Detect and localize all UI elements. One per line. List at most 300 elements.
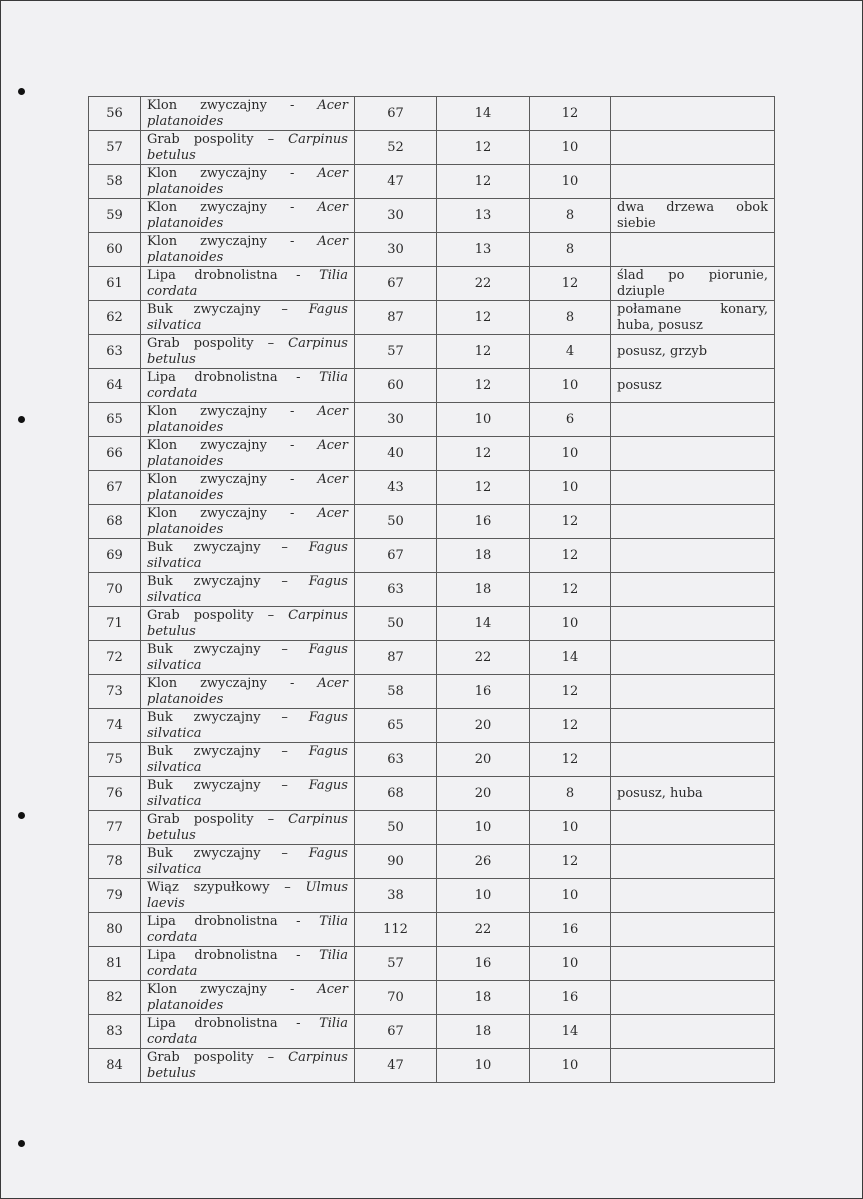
tree-height: 10 [437,403,530,437]
common-name-2: pospolity [193,1049,254,1065]
latin-species: platanoides [147,113,224,129]
species-name-line [147,642,348,658]
common-name: Klon [147,97,178,113]
latin-species: silvatica [147,657,202,673]
crown-diameter: 4 [530,335,611,369]
crown-diameter: 12 [530,505,611,539]
table-row [89,981,775,1015]
tree-height: 10 [437,879,530,913]
trunk-circumference: 47 [355,1049,437,1083]
trunk-circumference: 67 [355,539,437,573]
name-separator: – [281,641,288,657]
common-name: Lipa [147,369,176,385]
table-row [89,539,775,573]
notes [611,913,775,947]
species-name-cell [141,947,355,981]
trunk-circumference: 68 [355,777,437,811]
table-row [89,777,775,811]
tree-height: 18 [437,573,530,607]
latin-species: silvatica [147,861,202,877]
common-name: Buk [147,743,173,759]
common-name-2: zwyczajny [200,233,268,249]
crown-diameter: 12 [530,267,611,301]
name-separator: - [290,97,295,113]
tree-number: 81 [89,947,141,981]
crown-diameter: 12 [530,743,611,777]
tree-number: 71 [89,607,141,641]
tree-number: 59 [89,199,141,233]
latin-species: silvatica [147,317,202,333]
species-name-cell [141,369,355,403]
latin-genus: Tilia [319,1015,348,1031]
name-separator: – [267,1049,275,1065]
crown-diameter: 8 [530,199,611,233]
species-name-line [147,200,348,216]
name-separator: – [284,879,291,895]
species-name-cell [141,641,355,675]
common-name-2: drobnolistna [194,913,278,929]
tree-number: 80 [89,913,141,947]
latin-species: betulus [147,351,196,367]
tree-number: 79 [89,879,141,913]
latin-species: betulus [147,623,196,639]
common-name: Klon [147,981,178,997]
common-name: Klon [147,437,178,453]
tree-number: 76 [89,777,141,811]
common-name-2: zwyczajny [193,539,261,555]
common-name: Buk [147,539,173,555]
common-name: Grab [147,1049,180,1065]
tree-height: 22 [437,913,530,947]
species-name-cell [141,539,355,573]
common-name: Buk [147,709,173,725]
latin-genus: Carpinus [288,335,348,351]
common-name: Lipa [147,267,176,283]
common-name-2: zwyczajny [200,199,268,215]
name-separator: – [267,335,275,351]
species-name-line [147,676,348,692]
name-separator: - [296,1015,301,1031]
species-name-line [147,506,348,522]
species-name-line [147,234,348,250]
species-name-cell [141,709,355,743]
species-name-line [147,608,348,624]
tree-height: 18 [437,981,530,1015]
common-name: Buk [147,845,173,861]
table-row [89,1015,775,1049]
crown-diameter: 10 [530,437,611,471]
name-separator: - [296,267,301,283]
latin-genus: Acer [317,471,348,487]
trunk-circumference: 70 [355,981,437,1015]
tree-number: 83 [89,1015,141,1049]
latin-genus: Ulmus [305,879,348,895]
table-row [89,947,775,981]
latin-genus: Fagus [308,845,348,861]
notes [611,97,775,131]
tree-height: 12 [437,301,530,335]
common-name: Lipa [147,947,176,963]
notes [611,709,775,743]
species-name-cell [141,1049,355,1083]
notes [611,437,775,471]
tree-height: 14 [437,97,530,131]
latin-species: silvatica [147,589,202,605]
tree-number: 70 [89,573,141,607]
common-name-2: drobnolistna [194,369,278,385]
latin-genus: Tilia [319,369,348,385]
notes [611,539,775,573]
latin-genus: Tilia [319,267,348,283]
tree-height: 14 [437,607,530,641]
crown-diameter: 10 [530,947,611,981]
tree-height: 12 [437,471,530,505]
common-name: Lipa [147,913,176,929]
species-name-cell [141,1015,355,1049]
name-separator: - [290,437,295,453]
crown-diameter: 12 [530,573,611,607]
table-row [89,811,775,845]
species-name-line [147,540,348,556]
notes [611,641,775,675]
notes [611,573,775,607]
latin-genus: Fagus [308,301,348,317]
name-separator: - [290,471,295,487]
crown-diameter: 8 [530,301,611,335]
latin-genus: Acer [317,97,348,113]
tree-height: 20 [437,743,530,777]
common-name-2: drobnolistna [194,267,278,283]
name-separator: - [290,675,295,691]
latin-species: platanoides [147,521,224,537]
common-name: Buk [147,777,173,793]
table-row [89,879,775,913]
tree-number: 66 [89,437,141,471]
species-name-cell [141,607,355,641]
common-name-2: zwyczajny [200,97,268,113]
notes: posusz, grzyb [611,335,775,369]
latin-species: cordata [147,283,198,299]
tree-number: 56 [89,97,141,131]
tree-number: 60 [89,233,141,267]
latin-species: betulus [147,1065,196,1081]
trunk-circumference: 67 [355,267,437,301]
table-row [89,199,775,233]
punch-hole-3 [18,812,25,819]
latin-species: silvatica [147,759,202,775]
name-separator: – [281,301,288,317]
common-name-2: drobnolistna [194,947,278,963]
common-name: Grab [147,131,180,147]
table-row [89,845,775,879]
species-name-line [147,268,348,284]
table-row [89,233,775,267]
tree-height: 16 [437,505,530,539]
latin-genus: Fagus [308,539,348,555]
trunk-circumference: 38 [355,879,437,913]
latin-species: cordata [147,1031,198,1047]
table-row [89,267,775,301]
table-row [89,437,775,471]
notes: połamane konary, huba, posusz [611,301,775,335]
trunk-circumference: 50 [355,811,437,845]
common-name: Klon [147,233,178,249]
trunk-circumference: 87 [355,641,437,675]
species-name-cell [141,573,355,607]
crown-diameter: 12 [530,675,611,709]
common-name-2: zwyczajny [200,403,268,419]
common-name-2: zwyczajny [193,845,261,861]
latin-genus: Acer [317,233,348,249]
latin-genus: Tilia [319,947,348,963]
tree-number: 69 [89,539,141,573]
notes [611,505,775,539]
latin-species: cordata [147,385,198,401]
latin-genus: Fagus [308,709,348,725]
latin-species: platanoides [147,215,224,231]
notes: posusz [611,369,775,403]
tree-number: 72 [89,641,141,675]
tree-number: 74 [89,709,141,743]
table-row [89,1049,775,1083]
trunk-circumference: 67 [355,1015,437,1049]
tree-number: 84 [89,1049,141,1083]
crown-diameter: 8 [530,777,611,811]
species-name-line [147,1050,348,1066]
notes [611,1049,775,1083]
table-row [89,573,775,607]
tree-height: 10 [437,1049,530,1083]
species-name-line [147,404,348,420]
crown-diameter: 12 [530,845,611,879]
species-name-line [147,1016,348,1032]
species-name-line [147,472,348,488]
latin-species: platanoides [147,453,224,469]
table-row [89,709,775,743]
species-name-cell [141,913,355,947]
common-name-2: zwyczajny [200,165,268,181]
tree-height: 22 [437,641,530,675]
common-name: Klon [147,199,178,215]
table-row [89,607,775,641]
table-row [89,335,775,369]
species-name-line [147,370,348,386]
trunk-circumference: 60 [355,369,437,403]
trunk-circumference: 63 [355,573,437,607]
common-name-2: zwyczajny [200,981,268,997]
common-name: Buk [147,573,173,589]
tree-height: 13 [437,233,530,267]
species-name-cell [141,471,355,505]
table-row [89,165,775,199]
common-name: Grab [147,335,180,351]
trunk-circumference: 57 [355,335,437,369]
tree-number: 75 [89,743,141,777]
notes [611,471,775,505]
species-name-cell [141,199,355,233]
name-separator: - [296,947,301,963]
latin-species: platanoides [147,487,224,503]
name-separator: - [290,981,295,997]
latin-species: platanoides [147,691,224,707]
tree-height: 26 [437,845,530,879]
tree-height: 20 [437,777,530,811]
common-name: Klon [147,165,178,181]
tree-inventory-table [88,96,775,1083]
species-name-line [147,302,348,318]
table-row [89,743,775,777]
species-name-cell [141,403,355,437]
common-name-2: pospolity [193,131,254,147]
common-name-2: zwyczajny [200,471,268,487]
common-name: Buk [147,641,173,657]
notes [611,743,775,777]
name-separator: - [290,199,295,215]
latin-genus: Carpinus [288,1049,348,1065]
name-separator: - [290,505,295,521]
name-separator: - [296,913,301,929]
crown-diameter: 12 [530,539,611,573]
common-name: Wiąz [147,879,179,895]
tree-number: 82 [89,981,141,1015]
tree-number: 68 [89,505,141,539]
notes [611,879,775,913]
trunk-circumference: 30 [355,403,437,437]
common-name-2: zwyczajny [193,301,261,317]
species-name-line [147,914,348,930]
tree-number: 73 [89,675,141,709]
species-name-cell [141,97,355,131]
common-name: Klon [147,675,178,691]
tree-number: 65 [89,403,141,437]
notes [611,811,775,845]
common-name: Grab [147,811,180,827]
species-name-line [147,948,348,964]
tree-number: 78 [89,845,141,879]
tree-number: 58 [89,165,141,199]
species-name-cell [141,437,355,471]
tree-height: 16 [437,947,530,981]
species-name-line [147,812,348,828]
crown-diameter: 14 [530,641,611,675]
species-name-line [147,438,348,454]
trunk-circumference: 63 [355,743,437,777]
latin-species: betulus [147,147,196,163]
name-separator: - [290,403,295,419]
species-name-line [147,710,348,726]
name-separator: - [296,369,301,385]
tree-height: 10 [437,811,530,845]
crown-diameter: 10 [530,131,611,165]
latin-genus: Fagus [308,641,348,657]
tree-height: 16 [437,675,530,709]
species-name-cell [141,879,355,913]
tree-number: 57 [89,131,141,165]
crown-diameter: 12 [530,97,611,131]
latin-genus: Acer [317,199,348,215]
tree-number: 64 [89,369,141,403]
latin-genus: Carpinus [288,811,348,827]
notes: dwa drzewa obok siebie [611,199,775,233]
common-name: Lipa [147,1015,176,1031]
trunk-circumference: 30 [355,233,437,267]
species-name-line [147,982,348,998]
crown-diameter: 6 [530,403,611,437]
crown-diameter: 10 [530,165,611,199]
trunk-circumference: 90 [355,845,437,879]
species-name-cell [141,981,355,1015]
crown-diameter: 10 [530,879,611,913]
latin-genus: Acer [317,675,348,691]
crown-diameter: 16 [530,981,611,1015]
species-name-cell [141,165,355,199]
trunk-circumference: 47 [355,165,437,199]
latin-genus: Carpinus [288,131,348,147]
species-name-cell [141,811,355,845]
latin-genus: Acer [317,505,348,521]
common-name: Grab [147,607,180,623]
notes [611,947,775,981]
name-separator: - [290,165,295,181]
common-name-2: zwyczajny [193,573,261,589]
crown-diameter: 10 [530,811,611,845]
name-separator: - [290,233,295,249]
crown-diameter: 10 [530,471,611,505]
common-name-2: zwyczajny [193,641,261,657]
common-name-2: zwyczajny [193,743,261,759]
notes [611,607,775,641]
species-name-cell [141,505,355,539]
common-name: Klon [147,505,178,521]
notes [611,981,775,1015]
table-row [89,471,775,505]
name-separator: – [281,845,288,861]
name-separator: – [267,607,275,623]
species-name-line [147,846,348,862]
name-separator: – [281,777,288,793]
common-name-2: drobnolistna [194,1015,278,1031]
crown-diameter: 8 [530,233,611,267]
trunk-circumference: 57 [355,947,437,981]
common-name-2: zwyczajny [193,709,261,725]
species-name-cell [141,845,355,879]
latin-genus: Fagus [308,573,348,589]
tree-height: 12 [437,437,530,471]
name-separator: – [267,811,275,827]
notes [611,131,775,165]
species-name-cell [141,267,355,301]
tree-number: 62 [89,301,141,335]
tree-height: 18 [437,539,530,573]
crown-diameter: 16 [530,913,611,947]
trunk-circumference: 43 [355,471,437,505]
tree-height: 12 [437,165,530,199]
notes [611,403,775,437]
species-name-line [147,166,348,182]
notes: ślad po piorunie, dziuple [611,267,775,301]
common-name-2: zwyczajny [193,777,261,793]
trunk-circumference: 112 [355,913,437,947]
latin-species: platanoides [147,997,224,1013]
species-name-cell [141,335,355,369]
crown-diameter: 10 [530,369,611,403]
notes [611,845,775,879]
latin-species: platanoides [147,181,224,197]
tree-height: 12 [437,335,530,369]
species-name-cell [141,301,355,335]
table-row [89,97,775,131]
trunk-circumference: 58 [355,675,437,709]
